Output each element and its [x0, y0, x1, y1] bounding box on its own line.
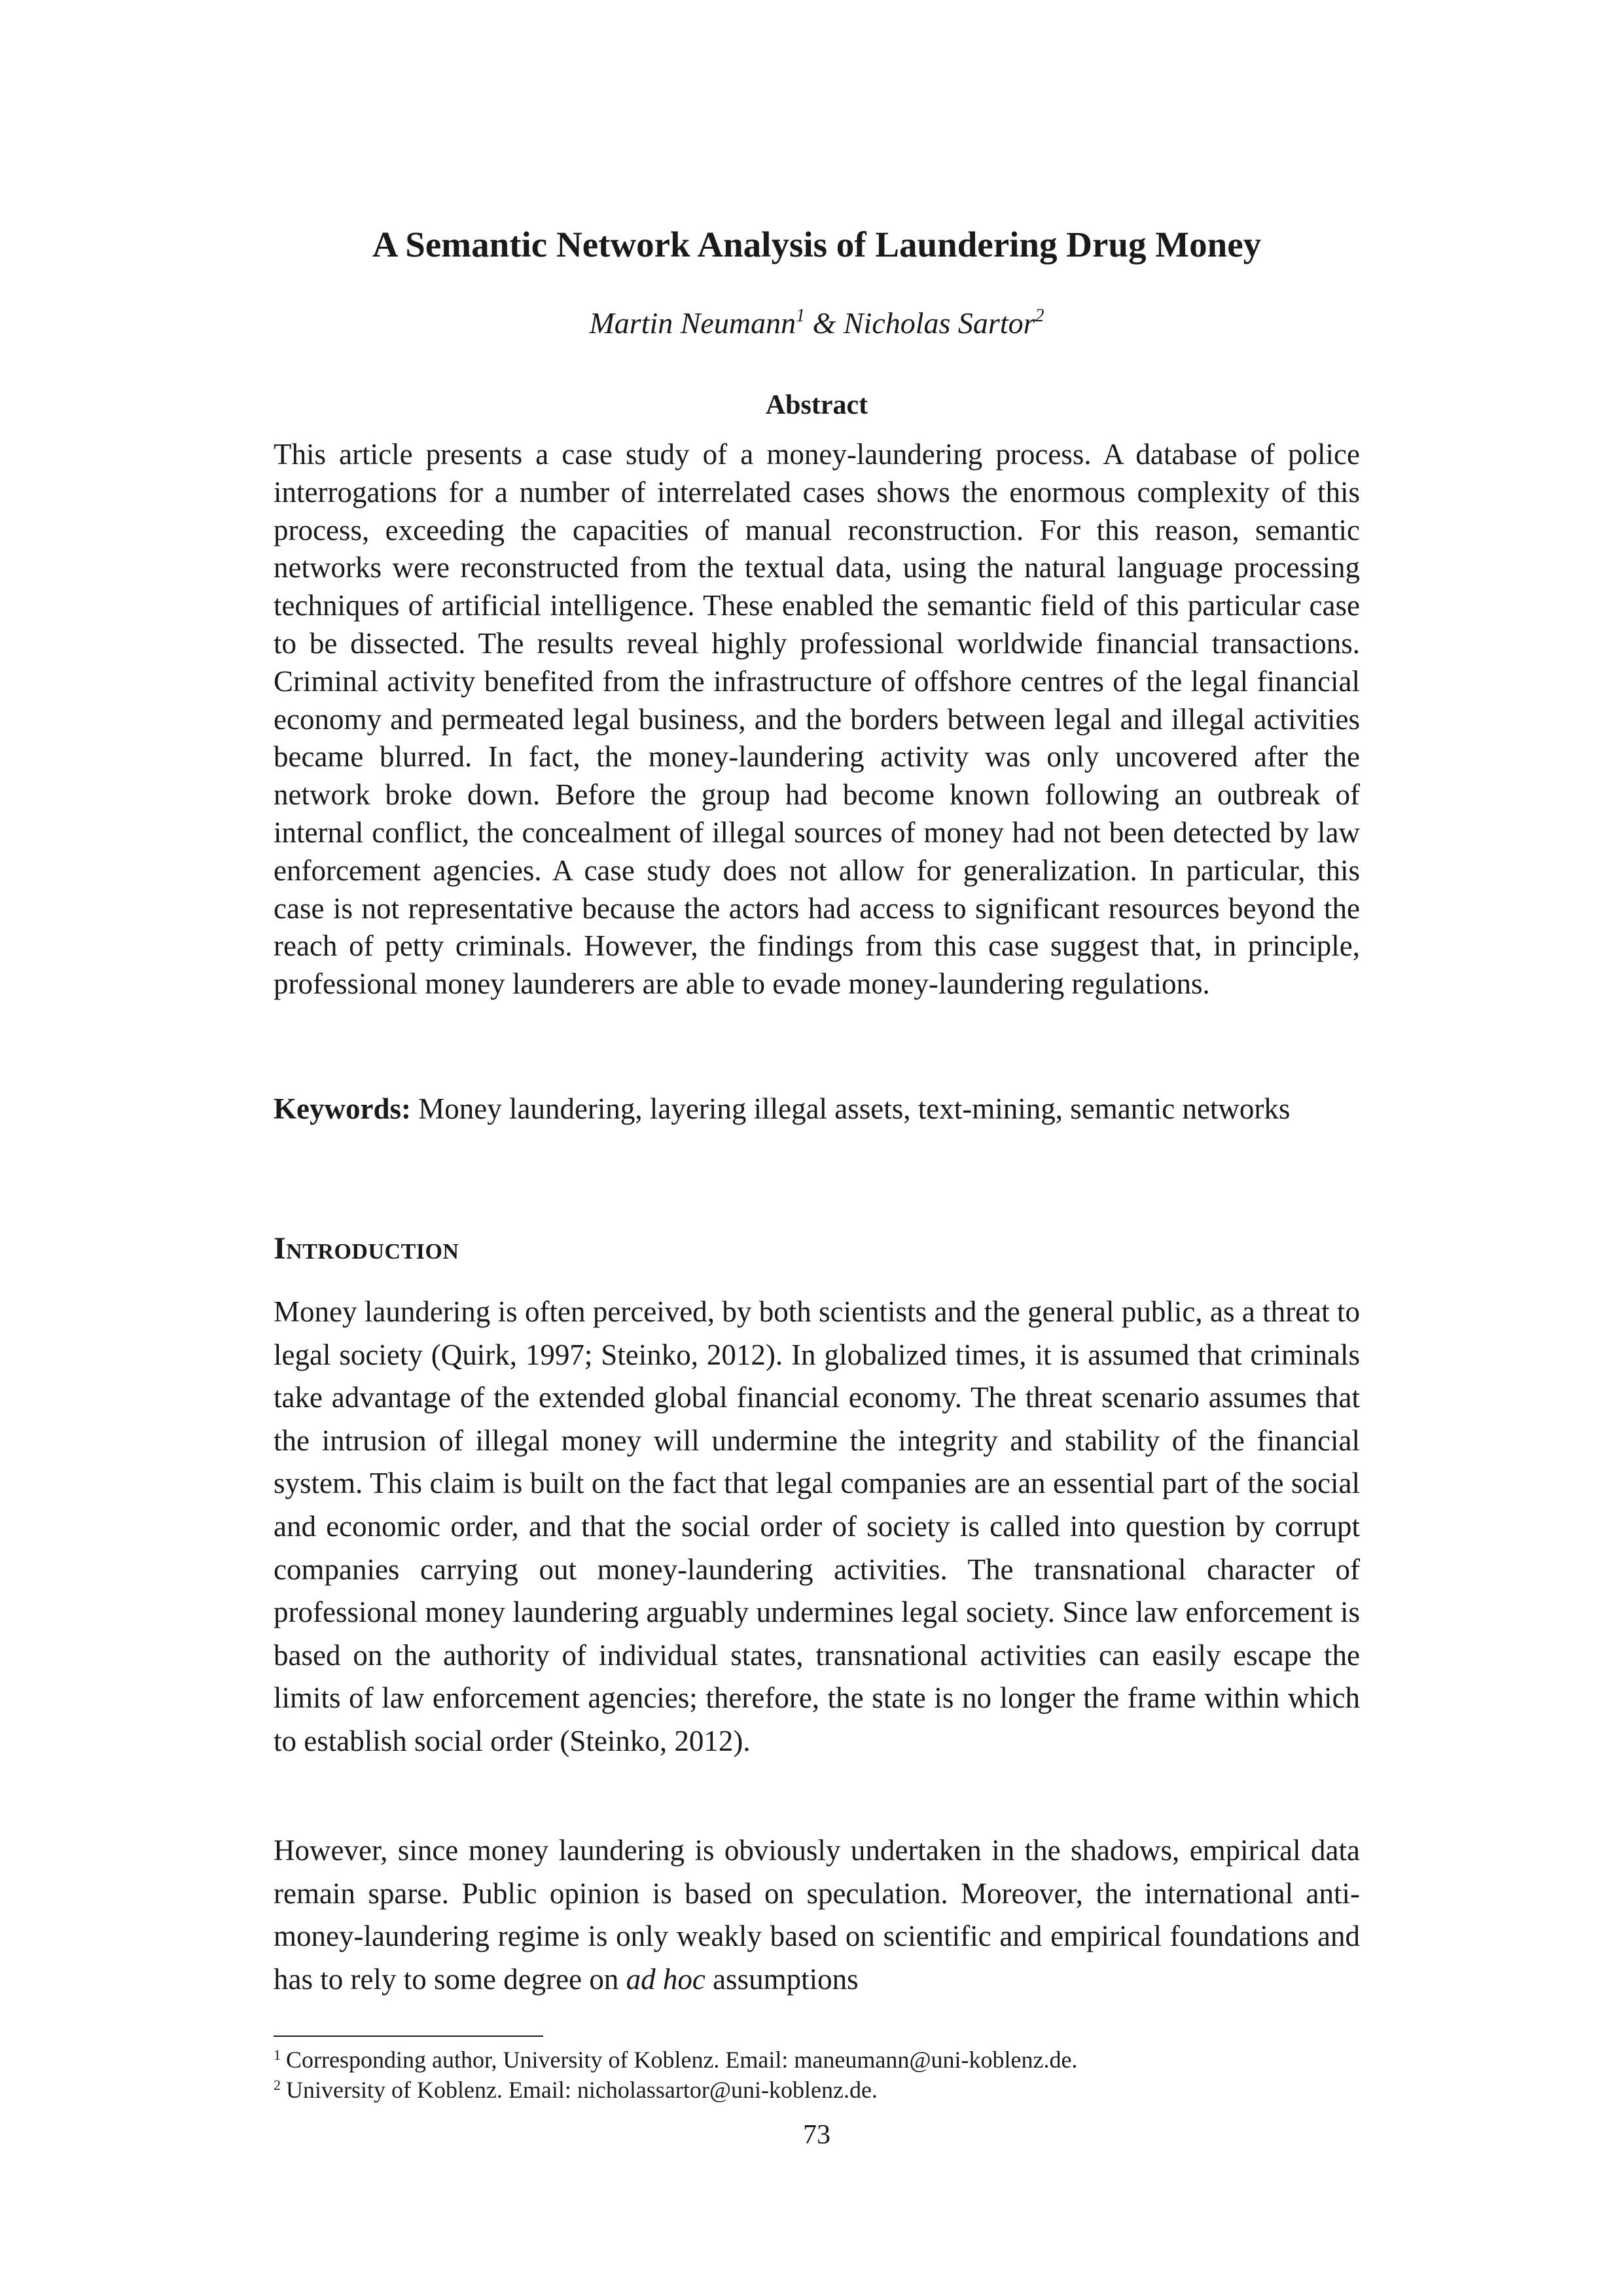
author-line [274, 304, 1360, 343]
paragraph-text: assumptions [705, 1962, 859, 1996]
footnotes [274, 2045, 1360, 2105]
paragraph-text: However, since money laundering is obviously undertaken in the shadows, empirical data remain sparse. Public opinion is based on speculation. Moreover, the international anti-money-laundering regime is only weakly based on scientific and empirical foundations and has to rely to some degree on [274, 1834, 1360, 1996]
author-name: Martin Neumann [589, 306, 796, 340]
abstract-text: This article presents a case study of a money-laundering process. A database of police interrogations for a number of interrelated cases shows the enormous complexity of this process, exceeding the capacities of manual reconstruction. For this reason, semantic networks were reconstructed from the textual data, using the natural language processing techniques of artificial intelligence. These enabled the semantic field of this particular case to be dissected. The results reveal highly professional worldwide financial transactions. Criminal activity benefited from the infrastructure of offshore centres of the legal financial economy and permeated legal business, and the borders between legal and illegal activities became blurred. In fact, the money-laundering activity was only uncovered after the network broke down. Before the group had become known following an outbreak of internal conflict, the concealment of illegal sources of money had not been detected by law enforcement agencies. A case study does not allow for generalization. In particular, this case is not representative because the actors had access to significant resources beyond the reach of petty criminals. However, the findings from this case suggest that, in principle, professional money launderers are able to evade money-laundering regulations. [274, 438, 1360, 1001]
footnote [274, 2075, 1360, 2105]
footnote-marker: 2 [274, 2077, 281, 2093]
keywords-list: Money laundering, layering illegal assets, text-mining, semantic networks [418, 1092, 1291, 1125]
author-separator: & [805, 306, 844, 340]
keywords-label: Keywords: [274, 1092, 411, 1125]
keywords-line [274, 1090, 1360, 1128]
author-footnote-marker: 1 [796, 306, 806, 326]
body-paragraph: Money laundering is often perceived, by both scientists and the general public, as a threat to legal society (Quirk, 1997; Steinko, 2012). In globalized times, it is assumed that criminals take advantage of the extended global financial economy. The threat scenario assumes that the intrusion of illegal money will undermine the integrity and stability of the financial system. This claim is built on the fact that legal companies are an essential part of the social and economic order, and that the social order of society is called into question by corrupt companies carrying out money-laundering activities. The transnational character of professional money laundering arguably undermines legal society. Since law enforcement is based on the authority of individual states, transnational activities can easily escape the limits of law enforcement agencies; therefore, the state is no longer the frame within which to establish social order (Steinko, 2012). [274, 1295, 1360, 1757]
footnote-divider [274, 2036, 543, 2037]
page-number: 73 [803, 2120, 830, 2150]
italic-phrase: ad hoc [626, 1962, 705, 1996]
section-heading-introduction: Introduction [274, 1231, 459, 1266]
footnote [274, 2045, 1360, 2075]
footnote-marker: 1 [274, 2047, 281, 2063]
author-footnote-marker: 2 [1035, 306, 1044, 326]
body-paragraph [274, 1829, 1360, 2001]
author-name: Nicholas Sartor [843, 306, 1035, 340]
footnote-text: University of Koblenz. Email: nicholassartor@uni-koblenz.de. [286, 2077, 878, 2103]
footnote-text: Corresponding author, University of Koblenz. Email: maneumann@uni-koblenz.de. [286, 2047, 1078, 2073]
paper-title: A Semantic Network Analysis of Laundering Drug Money [372, 224, 1262, 264]
abstract-heading: Abstract [765, 390, 868, 420]
